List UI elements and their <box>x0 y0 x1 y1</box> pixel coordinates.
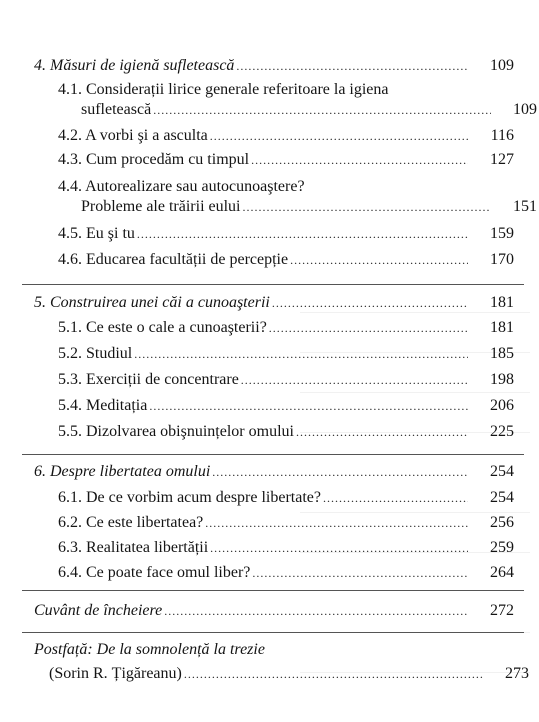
dot-leader <box>205 513 468 533</box>
dot-leader <box>251 150 468 170</box>
dot-leader <box>153 100 491 120</box>
toc-entry-4-2[interactable] <box>58 126 514 146</box>
page-number: 159 <box>490 225 514 242</box>
page-number: 259 <box>490 539 514 556</box>
page-number: 109 <box>513 101 537 118</box>
page-number: 109 <box>490 57 514 74</box>
dot-leader <box>210 126 468 146</box>
entry-title: Probleme ale trăirii eului <box>81 198 241 215</box>
entry-title: 5.2. Studiul <box>58 345 133 362</box>
dot-leader <box>243 197 492 217</box>
toc-entry-6-2[interactable] <box>58 513 514 533</box>
toc-entry-4-5[interactable] <box>58 224 514 244</box>
page-number: 198 <box>490 371 514 388</box>
toc-entry-6-3[interactable] <box>58 538 514 558</box>
dot-leader <box>134 344 468 364</box>
section-divider <box>22 590 524 591</box>
dot-leader <box>241 370 468 390</box>
toc-entry-4-6[interactable] <box>58 250 514 270</box>
entry-title: 4.5. Eu şi tu <box>58 225 135 242</box>
toc-entry-5-4[interactable] <box>58 396 514 416</box>
dot-leader <box>252 563 468 583</box>
page-number: 116 <box>490 127 514 144</box>
toc-entry-closing[interactable] <box>34 601 514 621</box>
page-number: 264 <box>490 564 514 581</box>
entry-title: 4.2. A vorbi şi a asculta <box>58 127 208 144</box>
entry-title: 5.5. Dizolvarea obişnuințelor omului <box>58 423 294 440</box>
section-title: Cuvânt de încheiere <box>34 602 163 619</box>
entry-title: 5.1. Ce este o cale a cunoaşterii? <box>58 319 267 336</box>
toc-entry-6-1[interactable] <box>58 488 514 508</box>
toc-entry-6-4[interactable] <box>58 563 514 583</box>
entry-title: 6.4. Ce poate face omul liber? <box>58 564 251 581</box>
dot-leader <box>290 250 468 270</box>
section-divider <box>22 284 524 285</box>
page-number: 272 <box>490 602 514 619</box>
toc-entry-5-1[interactable] <box>58 318 514 338</box>
entry-title: 4.3. Cum procedăm cu timpul <box>58 151 250 168</box>
entry-title: sufletească <box>81 101 152 118</box>
section-divider <box>22 454 524 455</box>
section-title: 6. Despre libertatea omului <box>34 463 211 480</box>
dot-leader <box>272 293 468 313</box>
toc-entry-4-3[interactable] <box>58 150 514 170</box>
page-number: 151 <box>513 198 537 215</box>
postface-title: Postfață: De la somnolență la trezie <box>34 641 265 658</box>
entry-title: 5.4. Meditația <box>58 397 148 414</box>
entry-title: 6.2. Ce este libertatea? <box>58 514 204 531</box>
dot-leader <box>236 56 468 76</box>
entry-title: 5.3. Exerciții de concentrare <box>58 371 239 388</box>
toc-entry-5-3[interactable] <box>58 370 514 390</box>
page-number: 254 <box>490 463 514 480</box>
section-divider <box>22 632 524 633</box>
dot-leader <box>296 422 468 442</box>
page-number: 254 <box>490 489 514 506</box>
toc-entry-section-6[interactable] <box>34 462 514 482</box>
page-number: 273 <box>505 665 529 682</box>
dot-leader <box>212 462 468 482</box>
toc-entry-4-1[interactable] <box>58 80 537 120</box>
entry-title-first-line: 4.1. Considerații lirice generale referitoare la igiena <box>58 81 389 98</box>
page-number: 170 <box>490 251 514 268</box>
dot-leader <box>184 664 483 684</box>
page-number: 225 <box>490 423 514 440</box>
page-number: 181 <box>490 319 514 336</box>
page-number: 181 <box>490 294 514 311</box>
page-number: 127 <box>490 151 514 168</box>
section-title: 5. Construirea unei căi a cunoaşterii <box>34 294 270 311</box>
toc-entry-4-4[interactable] <box>58 177 537 217</box>
postface-author: (Sorin R. Țigăreanu) <box>49 665 182 682</box>
toc-entry-section-5[interactable] <box>34 293 514 313</box>
toc-entry-5-2[interactable] <box>58 344 514 364</box>
entry-title: 4.6. Educarea facultății de percepție <box>58 251 289 268</box>
section-title: 4. Măsuri de igienă sufletească <box>34 57 235 74</box>
toc-entry-postface[interactable] <box>34 640 529 684</box>
dot-leader <box>323 488 468 508</box>
dot-leader <box>149 396 468 416</box>
dot-leader <box>137 224 468 244</box>
page-number: 206 <box>490 397 514 414</box>
entry-title-first-line: 4.4. Autorealizare sau autocunoaştere? <box>58 178 305 195</box>
dot-leader <box>269 318 468 338</box>
page-number: 256 <box>490 514 514 531</box>
toc-entry-section-4[interactable] <box>34 56 514 76</box>
entry-title: 6.1. De ce vorbim acum despre libertate? <box>58 489 321 506</box>
toc-entry-5-5[interactable] <box>58 422 514 442</box>
dot-leader <box>210 538 468 558</box>
entry-title: 6.3. Realitatea libertății <box>58 539 209 556</box>
page-number: 185 <box>490 345 514 362</box>
dot-leader <box>164 601 468 621</box>
